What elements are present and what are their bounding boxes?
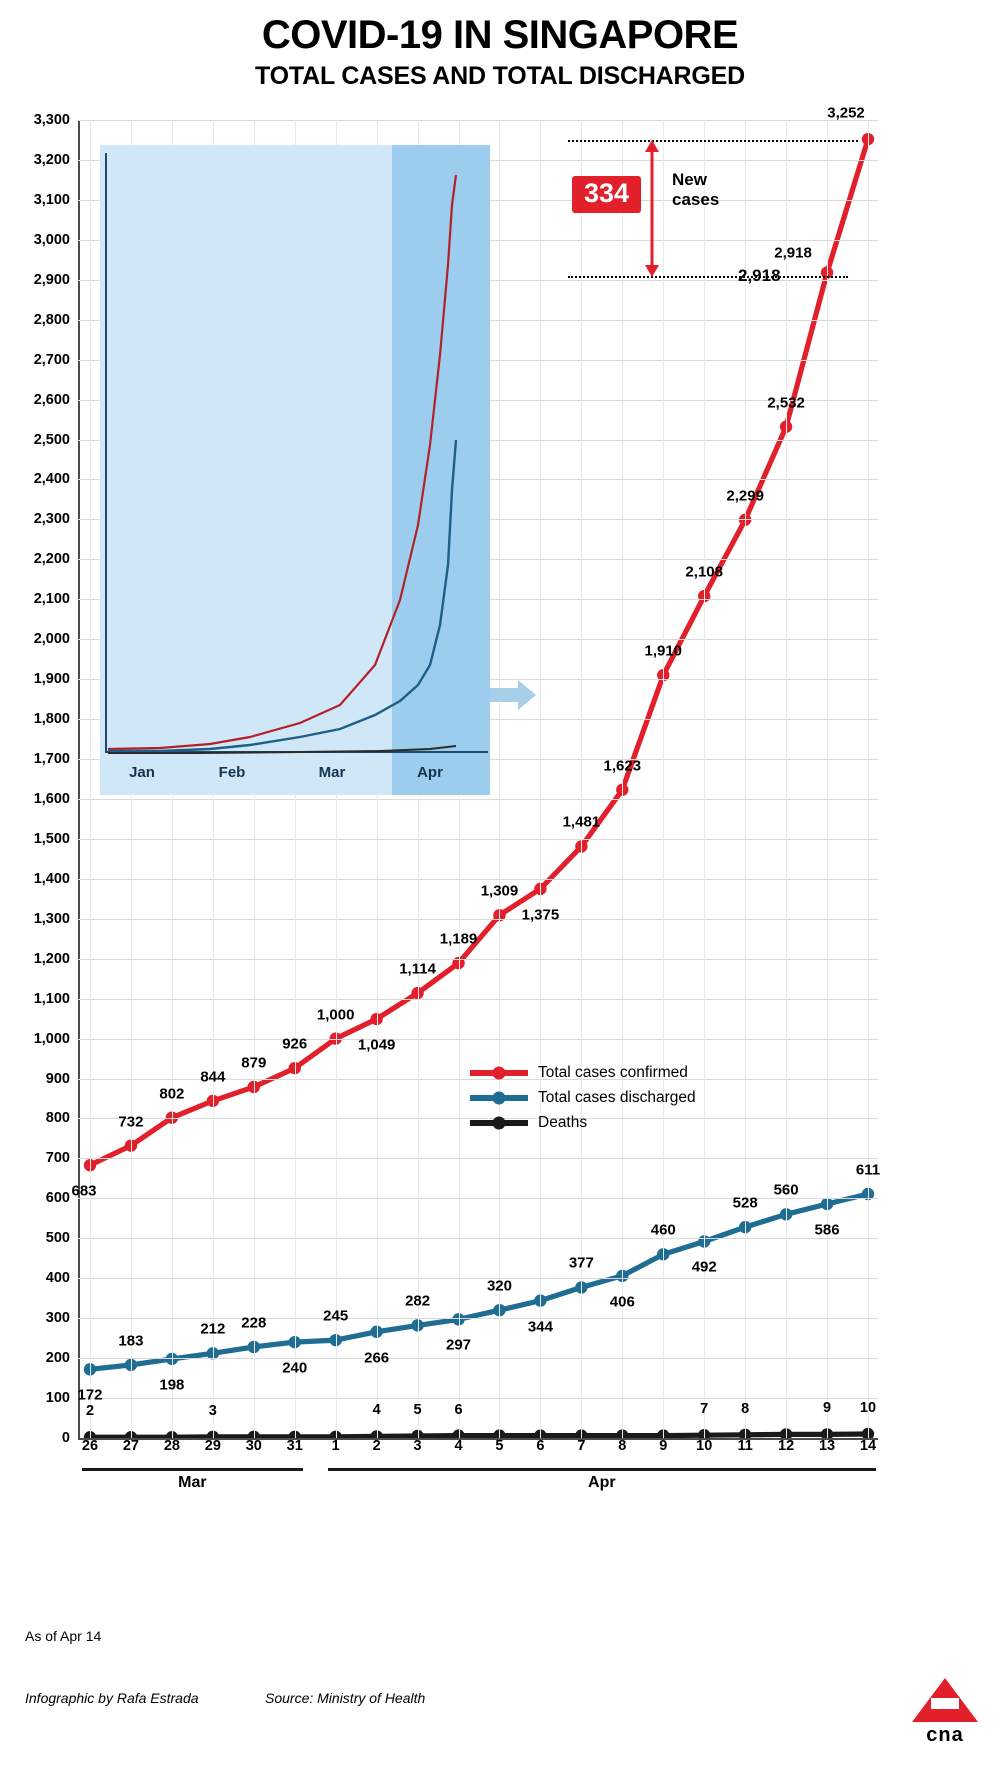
x-axis-tick-label: 10 (696, 1438, 713, 1454)
y-axis-tick-label: 1,400 (33, 870, 70, 887)
data-point-label: 7 (700, 1401, 709, 1418)
inset-zoom-arrow-icon (490, 678, 538, 712)
gridline (78, 959, 878, 960)
page-subtitle: TOTAL CASES AND TOTAL DISCHARGED (255, 62, 745, 90)
data-point-label: 879 (241, 1054, 267, 1072)
inset-month-jan: Jan (129, 764, 155, 781)
legend-item-confirmed (470, 1060, 696, 1085)
gridline (78, 1158, 878, 1159)
chart-inset (100, 145, 490, 795)
x-axis-tick-label: 6 (536, 1438, 545, 1454)
data-point-label: 3,252 (827, 104, 865, 122)
new-cases-badge: 334 (572, 176, 641, 213)
page-title: COVID-19 IN SINGAPORE (261, 13, 739, 57)
y-axis-tick-label: 200 (45, 1350, 70, 1367)
y-axis-tick-label: 2,900 (33, 271, 70, 288)
cna-logo-text: cna (926, 1724, 964, 1746)
vertical-gridline (540, 120, 541, 1438)
y-axis-tick-label: 0 (61, 1430, 70, 1446)
month-rule (328, 1468, 876, 1471)
x-axis-tick-label: 1 (331, 1438, 340, 1454)
legend-label-confirmed: Total cases confirmed (538, 1063, 688, 1081)
vertical-gridline (868, 120, 869, 1438)
y-axis-tick-label: 2,200 (33, 551, 70, 568)
data-point-label: 460 (650, 1221, 676, 1239)
data-point-label: 1,049 (357, 1036, 396, 1054)
new-cases-label (672, 170, 719, 209)
as-of-text: As of Apr 14 (25, 1628, 102, 1644)
data-point-label: 802 (159, 1085, 185, 1103)
data-point-label: 240 (282, 1359, 308, 1377)
y-axis-tick-label: 2,500 (33, 431, 70, 448)
data-point-label: 1,623 (603, 757, 642, 775)
data-point-label: 926 (282, 1035, 308, 1053)
x-axis-tick-label: 2 (372, 1438, 381, 1454)
legend-swatch-confirmed (470, 1070, 528, 1076)
data-point-label: 611 (855, 1161, 881, 1179)
y-axis-tick-label: 2,400 (33, 471, 70, 488)
data-point-label: 9 (823, 1400, 832, 1417)
cna-logo-mark (912, 1678, 978, 1722)
data-point-label: 8 (741, 1400, 750, 1417)
y-axis-tick-label: 3,100 (33, 191, 70, 208)
vertical-gridline (499, 120, 500, 1438)
y-axis-tick-label: 400 (45, 1270, 70, 1287)
data-point-label: 212 (200, 1320, 226, 1338)
x-axis-tick-label: 12 (778, 1438, 795, 1454)
y-axis-tick-label: 500 (45, 1230, 70, 1247)
y-axis-tick-label: 900 (45, 1070, 70, 1087)
y-axis-tick-label: 3,300 (33, 112, 70, 128)
gridline (78, 1318, 878, 1319)
vertical-gridline (90, 120, 91, 1438)
cna-logo (912, 1678, 978, 1747)
data-point-label: 1,189 (439, 930, 478, 948)
y-axis-tick-label: 2,800 (33, 311, 70, 328)
gridline (78, 1398, 878, 1399)
y-axis-tick-label: 2,100 (33, 591, 70, 608)
month-rule (82, 1468, 303, 1471)
y-axis-tick-label: 1,200 (33, 950, 70, 967)
data-point-label: 844 (200, 1068, 226, 1086)
month-label-mar: Mar (178, 1474, 207, 1491)
y-axis-tick-label: 3,200 (33, 151, 70, 168)
y-axis-tick-label: 2,300 (33, 511, 70, 528)
legend-swatch-discharged (470, 1095, 528, 1101)
data-point-label: 2,299 (726, 487, 764, 505)
data-point-label: 183 (118, 1332, 144, 1350)
x-axis-tick-label: 4 (454, 1438, 463, 1454)
data-point-label: 5 (413, 1402, 422, 1418)
data-point-label: 377 (568, 1254, 594, 1272)
data-point-label: 3 (208, 1402, 217, 1419)
credit-text: Infographic by Rafa Estrada (25, 1690, 199, 1706)
x-axis-tick-label: 9 (659, 1438, 668, 1454)
y-axis-tick-label: 2,000 (33, 631, 70, 648)
y-axis-tick-label: 700 (45, 1150, 70, 1167)
gridline (78, 1358, 878, 1359)
new-cases-callout (560, 118, 880, 308)
gridline (78, 879, 878, 880)
vertical-gridline (663, 120, 664, 1438)
data-point-label: 10 (859, 1400, 877, 1416)
data-point-label: 245 (323, 1307, 349, 1325)
x-axis-tick-label: 3 (413, 1438, 422, 1454)
data-point-label: 1,910 (644, 642, 683, 660)
y-axis-tick-label: 1,100 (33, 990, 70, 1007)
data-point-label: 344 (527, 1318, 553, 1336)
gridline (78, 839, 878, 840)
data-point-label: 2,918 (774, 244, 812, 262)
x-axis-tick-label: 8 (618, 1438, 627, 1454)
vertical-gridline (827, 120, 828, 1438)
data-point-label: 1,114 (399, 960, 436, 978)
chart-legend (470, 1060, 696, 1135)
x-axis-tick-label: 27 (122, 1438, 140, 1454)
y-axis-tick-label: 1,800 (33, 711, 70, 728)
gridline (78, 1039, 878, 1040)
vertical-gridline (745, 120, 746, 1438)
callout-bottom-dotted-line (568, 276, 848, 278)
legend-label-discharged: Total cases discharged (538, 1088, 696, 1106)
source-text: Source: Ministry of Health (265, 1690, 426, 1706)
vertical-gridline (786, 120, 787, 1438)
y-axis-tick-label: 800 (45, 1110, 70, 1127)
y-axis-tick-label: 1,600 (33, 790, 70, 807)
data-point-label: 228 (241, 1314, 267, 1332)
data-point-label: 586 (814, 1221, 840, 1239)
x-axis-tick-label: 26 (81, 1438, 99, 1454)
y-axis-tick-label: 300 (45, 1310, 70, 1327)
gridline (78, 799, 878, 800)
data-point-label: 732 (118, 1113, 144, 1131)
data-point-label: 2,532 (767, 394, 805, 412)
y-axis-tick-label: 1,500 (33, 830, 70, 847)
inset-month-mar: Mar (318, 764, 346, 781)
inset-month-apr: Apr (417, 764, 443, 781)
y-axis-tick-label: 100 (45, 1390, 70, 1407)
data-point-label: 406 (609, 1293, 635, 1311)
data-point-label: 4 (372, 1402, 381, 1419)
y-axis-tick-label: 2,700 (33, 351, 70, 368)
legend-label-deaths: Deaths (538, 1113, 588, 1131)
data-point-label: 198 (159, 1376, 185, 1394)
x-axis-tick-label: 13 (818, 1438, 836, 1454)
legend-item-discharged (470, 1085, 696, 1110)
x-axis-tick-label: 28 (163, 1438, 180, 1454)
y-axis-tick-label: 1,300 (33, 910, 70, 927)
x-axis-tick-label: 5 (495, 1438, 504, 1454)
data-point-label: 683 (71, 1182, 97, 1200)
y-axis-tick-label: 1,000 (33, 1030, 70, 1047)
vertical-gridline (622, 120, 623, 1438)
gridline (78, 1238, 878, 1239)
data-point-label: 1,481 (562, 813, 601, 831)
title-block (0, 0, 1000, 91)
callout-double-arrow-icon (640, 140, 664, 277)
x-axis-tick-label: 11 (737, 1438, 753, 1454)
data-point-label: 282 (405, 1292, 431, 1310)
callout-value-2918: 2,918 (738, 266, 781, 285)
data-point-label: 2 (85, 1403, 95, 1420)
data-point-label: 6 (454, 1401, 463, 1418)
data-point-label: 528 (732, 1194, 758, 1212)
gridline (78, 1278, 878, 1279)
data-point-label: 266 (364, 1349, 390, 1367)
x-axis-tick-label: 31 (286, 1438, 303, 1454)
x-axis-tick-label: 14 (859, 1438, 877, 1454)
callout-top-dotted-line (568, 140, 858, 142)
vertical-gridline (704, 120, 705, 1438)
vertical-gridline (581, 120, 582, 1438)
data-point-label: 320 (486, 1277, 512, 1295)
x-axis-tick-label: 30 (245, 1438, 262, 1454)
gridline (78, 1198, 878, 1199)
y-axis-tick-label: 1,700 (33, 751, 70, 768)
y-axis-tick-label: 3,000 (33, 231, 70, 248)
data-point-label: 2,108 (685, 563, 723, 581)
data-point-label: 297 (446, 1336, 472, 1354)
data-point-label: 1,375 (521, 906, 560, 924)
y-axis-tick-label: 2,600 (33, 391, 70, 408)
data-point-label: 1,000 (316, 1006, 355, 1024)
new-cases-label-line2: cases (672, 189, 720, 209)
gridline (78, 999, 878, 1000)
data-point-label: 492 (691, 1258, 717, 1276)
inset-month-feb: Feb (218, 764, 246, 781)
legend-swatch-deaths (470, 1120, 528, 1126)
new-cases-label-line1: New (672, 170, 707, 189)
x-axis-tick-label: 29 (204, 1438, 221, 1454)
y-axis-tick-label: 600 (45, 1190, 70, 1207)
series-line (90, 1194, 868, 1369)
y-axis-tick-label: 1,900 (33, 671, 70, 688)
x-axis (78, 1438, 878, 1508)
data-point-label: 172 (77, 1386, 103, 1404)
gridline (78, 919, 878, 920)
data-point-label: 560 (773, 1181, 799, 1199)
data-point-label: 1,309 (480, 882, 519, 900)
inset-series-lines (100, 145, 490, 795)
legend-item-deaths (470, 1110, 696, 1135)
month-label-apr: Apr (588, 1474, 616, 1491)
x-axis-tick-label: 7 (577, 1438, 586, 1454)
